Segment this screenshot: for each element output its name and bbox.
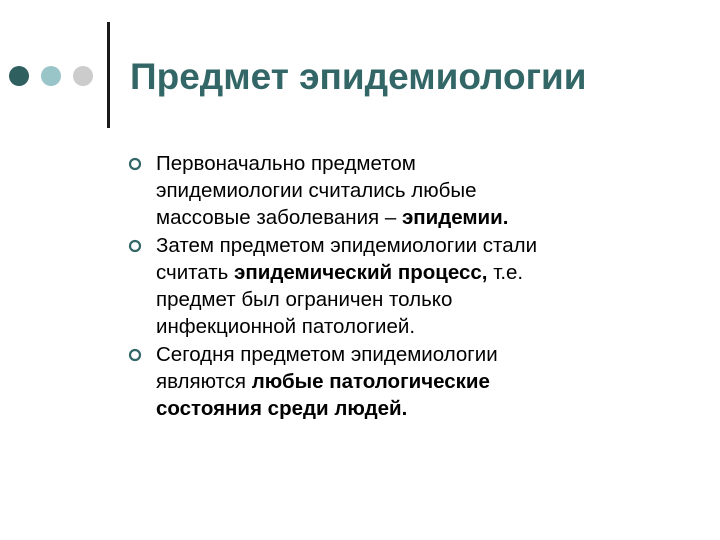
bullet-line: предмет был ограничен только (156, 288, 453, 311)
bullet-line: инфекционной патологией. (156, 315, 416, 338)
bullet-line (156, 395, 686, 422)
ring-bullet-icon (128, 239, 142, 253)
bullet-line: эпидемиологии считались любые (156, 179, 477, 202)
ring-bullet-icon (128, 348, 142, 362)
emphasis-text: эпидемии. (401, 206, 509, 229)
slide-title: Предмет эпидемиологии (130, 56, 587, 97)
emphasis-text: любые патологические (251, 370, 490, 393)
emphasis-text: эпидемический процесс, (234, 261, 488, 284)
decor-dot-1 (9, 66, 29, 86)
bullet-line: массовые заболевания – эпидемии. (156, 206, 509, 229)
decor-dot-3 (73, 66, 93, 86)
bullet-item (126, 150, 686, 231)
decor-dot-2 (41, 66, 61, 86)
bullet-line: Первоначально предметом (156, 152, 416, 175)
bullet-list (126, 150, 686, 422)
bullet-item (126, 232, 686, 340)
bullet-line: Затем предметом эпидемиологии стали (156, 234, 538, 257)
bullet-line: считать эпидемический процесс, т.е. (156, 261, 524, 284)
emphasis-text: состояния среди людей. (156, 397, 408, 420)
bullet-line: являются любые патологические (156, 370, 490, 393)
title-divider (107, 22, 110, 128)
bullet-line: Сегодня предметом эпидемиологии (156, 343, 498, 366)
bullet-item (126, 341, 686, 422)
ring-bullet-icon (128, 157, 142, 171)
